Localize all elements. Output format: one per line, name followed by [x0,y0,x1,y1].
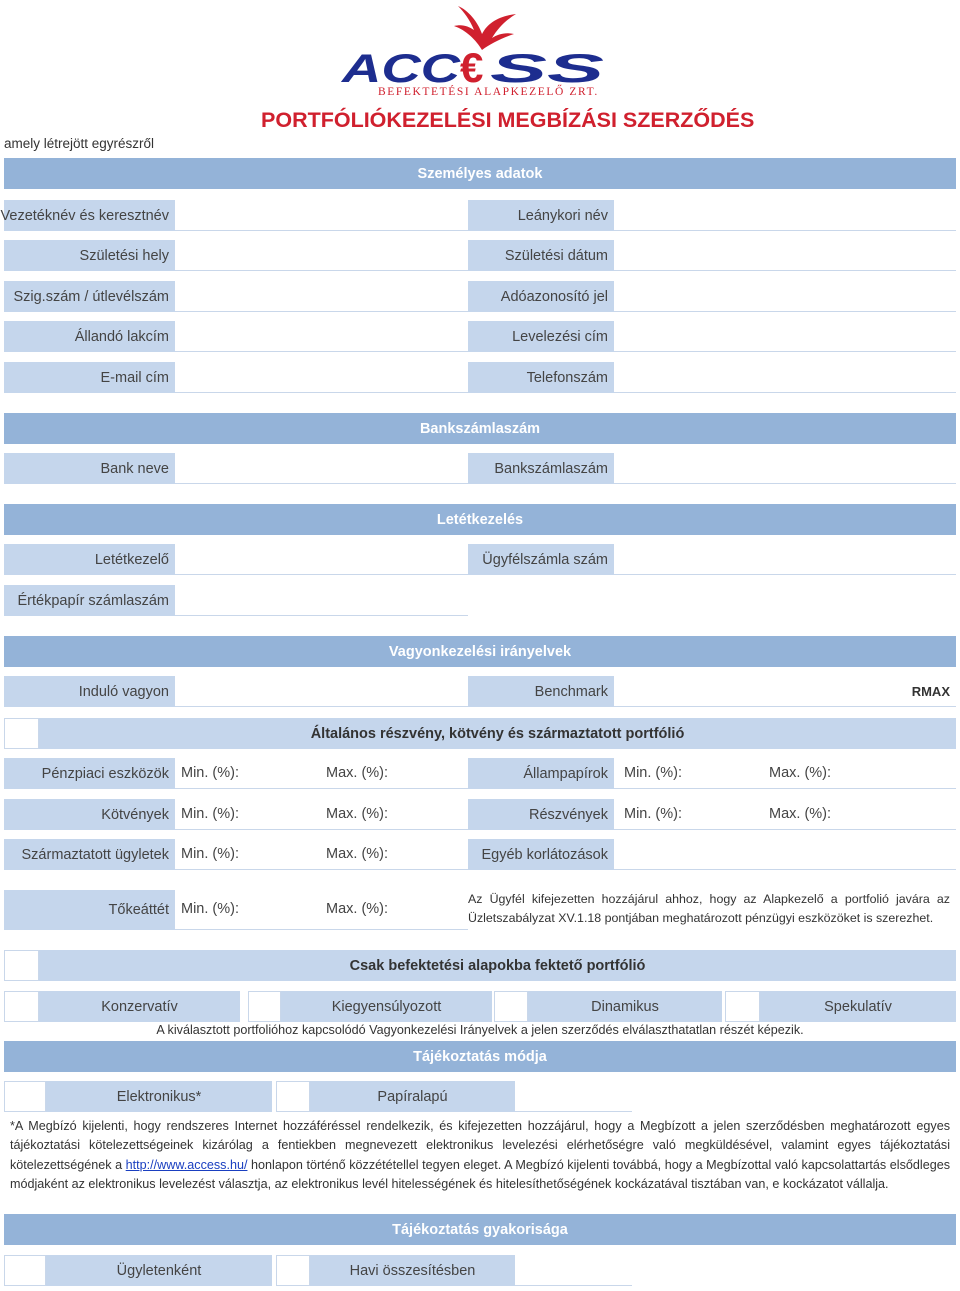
page-title: PORTFÓLIÓKEZELÉSI MEGBÍZÁSI SZERZŐDÉS [261,108,755,132]
info-frequency-spacer [515,1255,632,1286]
balanced-checkbox[interactable] [248,991,281,1022]
dynamic-checkbox[interactable] [494,991,528,1022]
option-dynamic[interactable]: Dinamikus [528,991,722,1022]
intro-text: amely létrejött egyrészről [4,136,155,151]
footnote-text-before: *A Megbízó kijelenti, hogy rendszeres Internet hozzáféréssel rendelkezik, és kifejezetten hozzájárul, hogy a Megbízott a jelen szerződésben meghatározott egyes tájékoztatási kötelezettségeinek kizárólag a fentiekben megnevezett elektronikus levelezési elérhetőségre való megküldésével, valamint egyes tájékoztatási kötelezettségének a [10,1119,950,1172]
option-speculative[interactable]: Spekulatív [760,991,956,1022]
derivatives-row-line [175,839,468,870]
label-account-number: Bankszámlaszám [468,453,614,484]
client-account-field[interactable] [614,544,956,575]
bird-emblem-icon [330,0,620,100]
option-electronic[interactable]: Elektronikus* [46,1081,272,1112]
paper-checkbox[interactable] [276,1081,310,1112]
section-header-bank: Bankszámlaszám [4,413,956,444]
svg-text:€: € [460,44,484,91]
bonds-max[interactable]: Max. (%): [326,806,389,822]
email-field[interactable] [175,362,468,393]
electronic-footnote [10,1117,950,1195]
consent-text [468,890,950,929]
shares-row-line [614,799,956,830]
label-birthplace: Születési hely [4,240,175,271]
section-header-info-frequency: Tájékoztatás gyakorisága [4,1214,956,1245]
section-header-custody: Letétkezelés [4,504,956,535]
info-method-spacer [515,1081,632,1112]
derivatives-max[interactable]: Max. (%): [326,846,389,862]
label-derivatives: Származtatott ügyletek [4,839,175,870]
label-shares: Részvények [468,799,614,830]
shares-min[interactable]: Min. (%): [624,806,682,822]
label-maiden-name: Leánykori név [468,200,614,231]
label-surname: Vezetéknév és keresztnév [4,200,175,231]
option-paper[interactable]: Papíralapú [310,1081,515,1112]
money-market-max[interactable]: Max. (%): [326,765,389,781]
logo-subtitle: BEFEKTETÉSI ALAPKEZELŐ ZRT. [378,86,599,98]
label-phone: Telefonszám [468,362,614,393]
per-transaction-checkbox[interactable] [4,1255,46,1286]
birthplace-field[interactable] [175,240,468,271]
svg-text:ACC: ACC [340,47,462,91]
id-number-field[interactable] [175,281,468,312]
option-per-transaction[interactable]: Ügyletenként [46,1255,272,1286]
leverage-row-line [175,890,468,930]
surname-field[interactable] [175,200,468,231]
money-market-min[interactable]: Min. (%): [181,765,239,781]
custodian-field[interactable] [175,544,468,575]
option-conservative[interactable]: Konzervatív [39,991,240,1022]
shares-max[interactable]: Max. (%): [769,806,832,822]
maiden-name-field[interactable] [614,200,956,231]
government-bonds-row-line [614,758,956,789]
conservative-checkbox[interactable] [4,991,39,1022]
speculative-checkbox[interactable] [725,991,760,1022]
money-market-row-line [175,758,468,789]
label-custodian: Letétkezelő [4,544,175,575]
label-bonds: Kötvények [4,799,175,830]
monthly-checkbox[interactable] [276,1255,310,1286]
general-portfolio-checkbox[interactable] [4,718,39,749]
company-logo [330,0,620,100]
account-number-field[interactable] [614,453,956,484]
label-tax-id: Adóazonosító jel [468,281,614,312]
label-other-limits: Egyéb korlátozások [468,839,614,870]
electronic-checkbox[interactable] [4,1081,46,1112]
other-limits-field[interactable] [614,839,956,870]
label-client-account: Ügyfélszámla szám [468,544,614,575]
benchmark-value: RMAX [911,684,950,699]
consent-line-2: Üzletszabályzat XV.1.18 pontjában meghatározott pénzügyi eszközöket is szerezhet. [468,911,934,926]
consent-line-1: Az Ügyfél kifejezetten hozzájárul ahhoz, hogy az Alapkezelő a portfolió javára az [468,892,950,906]
fund-portfolio-title: Csak befektetési alapokba fektető portfólió [349,957,646,974]
label-securities-account: Értékpapír számlaszám [4,585,175,616]
fund-portfolio-checkbox[interactable] [4,950,39,981]
svg-text:SS: SS [490,47,605,91]
birthdate-field[interactable] [614,240,956,271]
leverage-max[interactable]: Max. (%): [326,901,389,917]
label-government-bonds: Állampapírok [468,758,614,789]
option-monthly[interactable]: Havi összesítésben [310,1255,515,1286]
footnote-text-after: honlapon történő közzététellel tegyen eleget. A Megbízó kijelenti továbbá, hogy a Megbízottal való kapcsolattartás elsődleges módjaként az elektronikus levelezést választja, az elektronikus levél hitelességének és hitelesíthetőségének kockázatával tisztában van, e kockázatot vállalja. [10,1157,951,1192]
address-field[interactable] [175,321,468,352]
label-birthdate: Születési dátum [468,240,614,271]
tax-id-field[interactable] [614,281,956,312]
label-address: Állandó lakcím [4,321,175,352]
initial-assets-field[interactable] [175,676,468,707]
label-bank-name: Bank neve [4,453,175,484]
government-bonds-max[interactable]: Max. (%): [769,765,832,781]
section-header-guidelines: Vagyonkezelési irányelvek [4,636,956,667]
fund-portfolio-note: A kiválasztott portfolióhoz kapcsolódó Vagyonkezelési Irányelvek a jelen szerződés elválaszthatatlan részét képezik. [156,1023,804,1037]
label-id-number: Szig.szám / útlevélszám [4,281,175,312]
option-balanced[interactable]: Kiegyensúlyozott [281,991,492,1022]
label-money-market: Pénzpiaci eszközök [4,758,175,789]
label-initial-assets: Induló vagyon [4,676,175,707]
label-leverage: Tőkeáttét [4,890,175,930]
bonds-min[interactable]: Min. (%): [181,806,239,822]
label-email: E-mail cím [4,362,175,393]
footnote-link[interactable]: http://www.access.hu/ [125,1157,248,1172]
fund-portfolio-header [39,950,956,981]
label-mail-address: Levelezési cím [468,321,614,352]
general-portfolio-header [39,718,956,749]
section-header-info-method: Tájékoztatás módja [4,1041,956,1072]
label-benchmark: Benchmark [468,676,614,707]
bank-name-field[interactable] [175,453,468,484]
bonds-row-line [175,799,468,830]
securities-account-field[interactable] [175,585,468,616]
phone-field[interactable] [614,362,956,393]
leverage-min[interactable]: Min. (%): [181,901,239,917]
section-header-personal: Személyes adatok [4,158,956,189]
mail-address-field[interactable] [614,321,956,352]
benchmark-field[interactable] [614,676,956,707]
derivatives-min[interactable]: Min. (%): [181,846,239,862]
general-portfolio-title: Általános részvény, kötvény és származtatott portfólió [310,725,685,742]
government-bonds-min[interactable]: Min. (%): [624,765,682,781]
